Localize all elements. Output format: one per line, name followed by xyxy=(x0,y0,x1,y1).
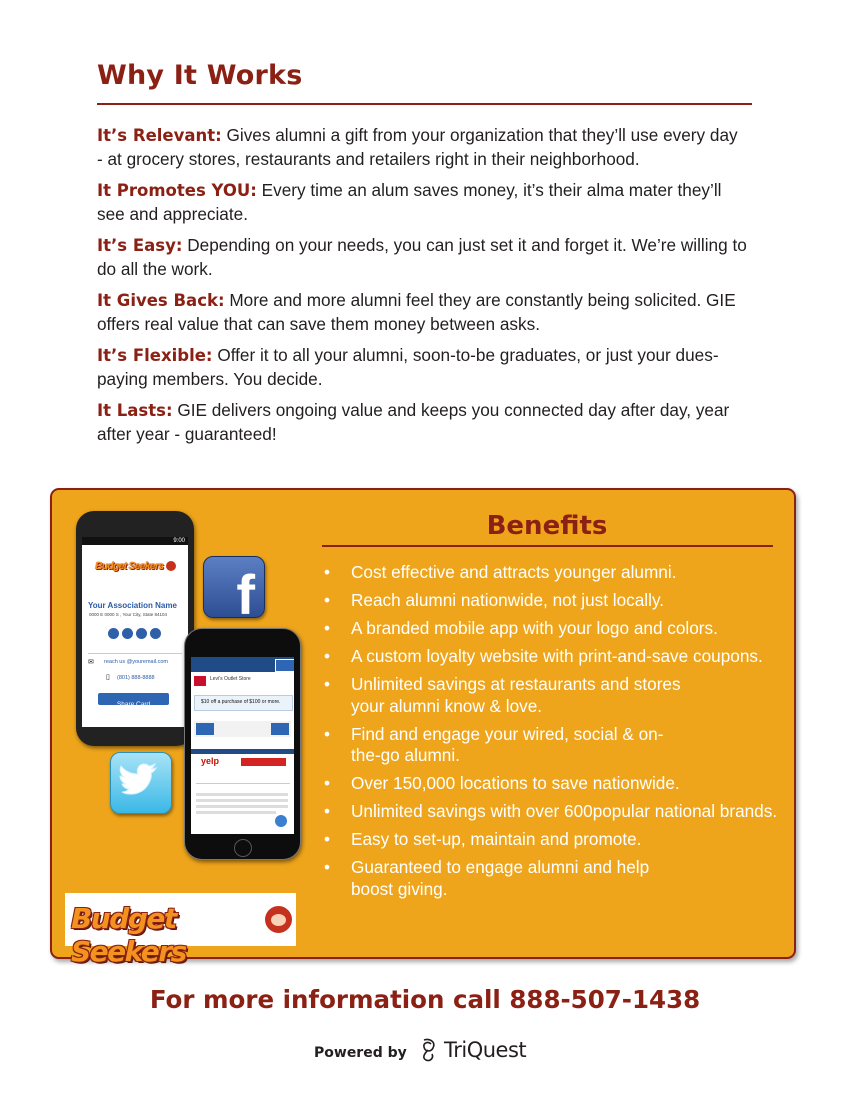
point-relevant xyxy=(97,124,747,170)
status-bar xyxy=(82,537,188,545)
point-lead: It Promotes YOU: xyxy=(97,181,257,200)
list-item: • A custom loyalty website with print-and-save coupons. xyxy=(324,646,763,666)
why-it-works-list xyxy=(97,124,747,454)
phone-card-image xyxy=(76,511,194,746)
point-lead: It Lasts: xyxy=(97,401,173,420)
phone-time: 9:00 xyxy=(173,538,185,544)
bullet-icon: • xyxy=(324,857,331,877)
point-text: Offer it to all your alumni, soon-to-be graduates, or just your dues-paying members. You decide. xyxy=(97,345,719,389)
benefits-list xyxy=(323,562,783,907)
bullet-icon: • xyxy=(324,646,331,666)
list-item: • Unlimited savings at restaurants and stores your alumni know & love. xyxy=(324,674,681,716)
point-promotes xyxy=(97,179,747,225)
list-item: • A branded mobile app with your logo and colors. xyxy=(324,618,718,638)
association-name: Your Association Name xyxy=(88,601,177,610)
share-card-button: Share Card xyxy=(98,693,169,705)
phone-icon: ▯ xyxy=(106,674,110,681)
bullet-icon: • xyxy=(324,618,331,638)
bullet-icon: • xyxy=(324,674,331,694)
mail-icon: ✉ xyxy=(88,659,94,666)
benefits-divider xyxy=(322,545,773,547)
bullet-icon: • xyxy=(324,829,331,849)
benefits-title: Benefits xyxy=(486,511,608,541)
facebook-icon: f xyxy=(203,556,265,618)
point-lead: It’s Relevant: xyxy=(97,126,222,145)
powered-by-label: Powered by xyxy=(314,1045,407,1061)
association-phone: (801) 888-8888 xyxy=(117,675,155,681)
point-lasts xyxy=(97,399,747,445)
bullet-icon: • xyxy=(324,773,331,793)
point-easy xyxy=(97,234,747,280)
store-name: Levi's Outlet Store xyxy=(210,676,251,682)
title-divider xyxy=(97,103,752,105)
call-to-action: For more information call 888-507-1438 xyxy=(149,985,701,1014)
point-lead: It’s Easy: xyxy=(97,236,183,255)
bullet-icon: • xyxy=(324,801,331,821)
point-text: GIE delivers ongoing value and keeps you connected day after day, year after year - guaranteed! xyxy=(97,400,730,444)
association-email: reach us @youremail.com xyxy=(104,659,168,665)
phone-screen xyxy=(191,657,294,834)
app-logo: Budget Seekers xyxy=(95,558,175,576)
list-item: • Unlimited savings with over 600popular national brands. xyxy=(324,801,778,821)
budget-seekers-logo: Budget Seekers xyxy=(65,893,296,946)
list-item: • Easy to set-up, maintain and promote. xyxy=(324,829,642,849)
point-flexible xyxy=(97,344,747,390)
home-button xyxy=(234,839,252,857)
bullet-icon: • xyxy=(324,590,331,610)
point-lead: It’s Flexible: xyxy=(97,346,213,365)
list-item: • Find and engage your wired, social & on-the-go alumni. xyxy=(324,723,664,765)
point-text: Depending on your needs, you can just set it and forget it. We’re willing to do all the work. xyxy=(97,235,747,279)
deal-offer: $10 off a purchase of $100 or more. xyxy=(201,699,281,705)
point-text: Gives alumni a gift from your organization that they’ll use every day - at grocery stores, restaurants and retailers right in their neighborhood. xyxy=(97,125,738,169)
list-item: • Guaranteed to engage alumni and help boost giving. xyxy=(324,857,650,899)
yelp-logo: yelp xyxy=(201,756,220,766)
twitter-icon xyxy=(110,752,172,814)
list-item: • Cost effective and attracts younger alumni. xyxy=(324,562,677,582)
list-item: • Reach alumni nationwide, not just locally. xyxy=(324,590,665,610)
social-icons-row xyxy=(108,628,164,640)
point-text: More and more alumni feel they are constantly being solicited. GIE offers real value that can save them money between asks. xyxy=(97,290,736,334)
point-gives-back xyxy=(97,289,747,335)
phone-deal-image xyxy=(184,628,301,860)
association-address: 0000 E 0000 S , Your City, State 84104 xyxy=(89,612,167,617)
bullet-icon: • xyxy=(324,562,331,582)
triquest-logo: TriQuest xyxy=(418,1036,548,1066)
point-lead: It Gives Back: xyxy=(97,291,225,310)
list-item: • Over 150,000 locations to save nationwide. xyxy=(324,773,680,793)
piggy-bank-icon xyxy=(265,906,292,933)
bullet-icon: • xyxy=(324,723,331,744)
point-text: Every time an alum saves money, it’s their alma mater they’ll see and appreciate. xyxy=(97,180,722,224)
triquest-mark-icon xyxy=(418,1036,444,1064)
page-title: Why It Works xyxy=(97,60,303,91)
